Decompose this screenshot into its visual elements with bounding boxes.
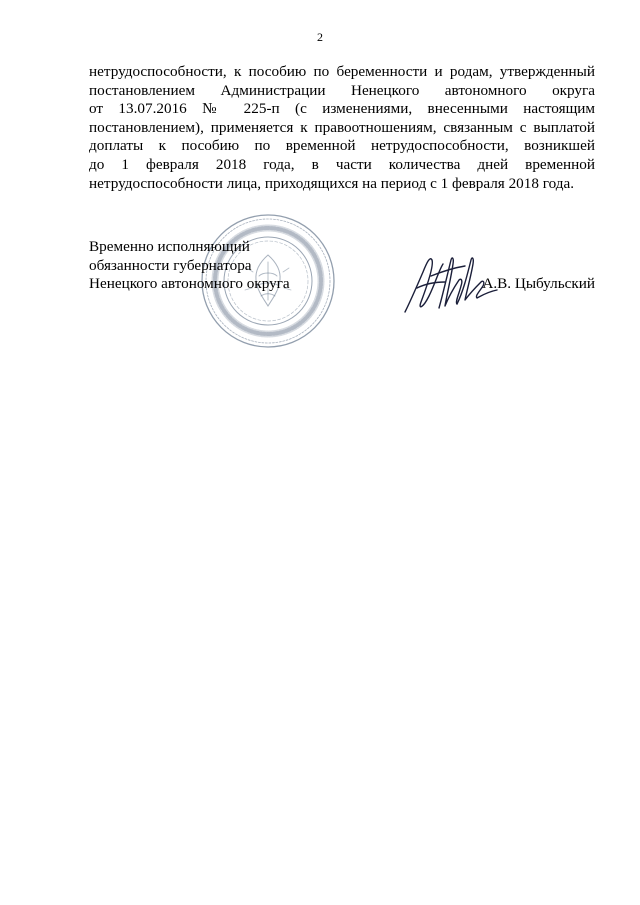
body-line-1: нетрудоспособности, к пособию по беременности и родам, утвержденный: [89, 63, 595, 80]
body-line-7: нетрудоспособности лица, приходящихся на период с 1 февраля 2018 года.: [89, 174, 575, 192]
body-line-6: до 1 февраля 2018 года, в части количества дней временной: [89, 155, 595, 173]
body-line-3: от 13.07.2016 № 225-п (с изменениями, внесенными настоящим: [89, 100, 595, 118]
signer-name: А.В. Цыбульский: [482, 275, 595, 292]
position-line-1: Временно исполняющий: [89, 238, 250, 255]
signature-block: [89, 238, 595, 358]
body-line-5: доплаты к пособию по временной нетрудоспособности, возникшей: [89, 137, 595, 155]
page-number: 2: [317, 30, 323, 44]
position-line-3: Ненецкого автономного округа: [89, 275, 290, 293]
body-line-4: постановлением), применяется к правоотношениям, связанным с выплатой: [89, 118, 595, 136]
signatory-position-title: [89, 238, 290, 294]
document-body-paragraph: [89, 63, 595, 193]
position-line-2: обязанности губернатора: [89, 256, 252, 274]
body-line-2: постановлением Администрации Ненецкого автономного округа: [89, 81, 595, 99]
